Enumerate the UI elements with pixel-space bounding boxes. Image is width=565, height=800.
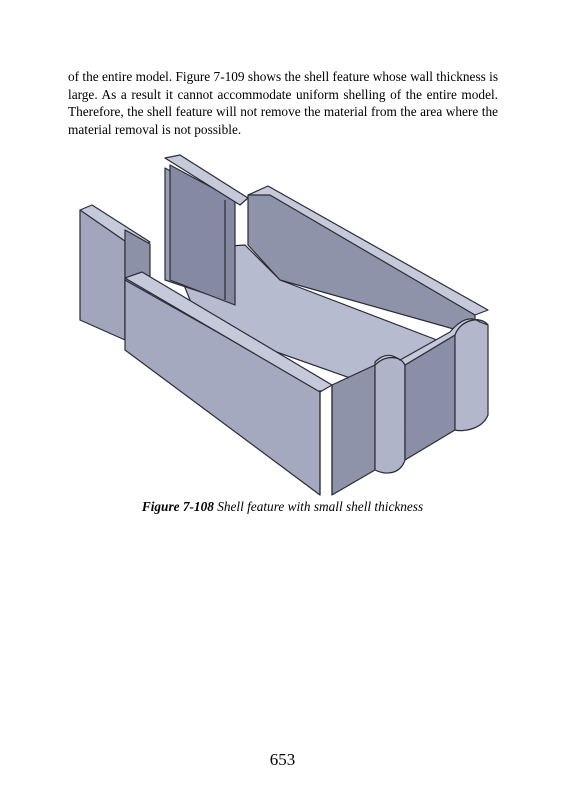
figure-caption-text: Shell feature with small shell thickness bbox=[213, 499, 424, 514]
figure-caption bbox=[0, 499, 565, 515]
right-end-cylinder bbox=[455, 320, 488, 431]
shelled-part-drawing bbox=[80, 155, 488, 495]
page-number: 653 bbox=[269, 750, 296, 769]
right-cylinder bbox=[375, 358, 405, 473]
shell-feature-figure bbox=[70, 150, 495, 500]
front-right-wall bbox=[332, 365, 375, 495]
body-paragraph: of the entire model. Figure 7-109 shows the shell feature whose wall thickness is large. As a result it cannot accommodate uniform shelling of the entire model. Therefore, the shell feature will not remove the material from the area where the material removal is not possible. bbox=[68, 69, 498, 137]
figure-label: Figure 7-108 bbox=[141, 499, 214, 514]
